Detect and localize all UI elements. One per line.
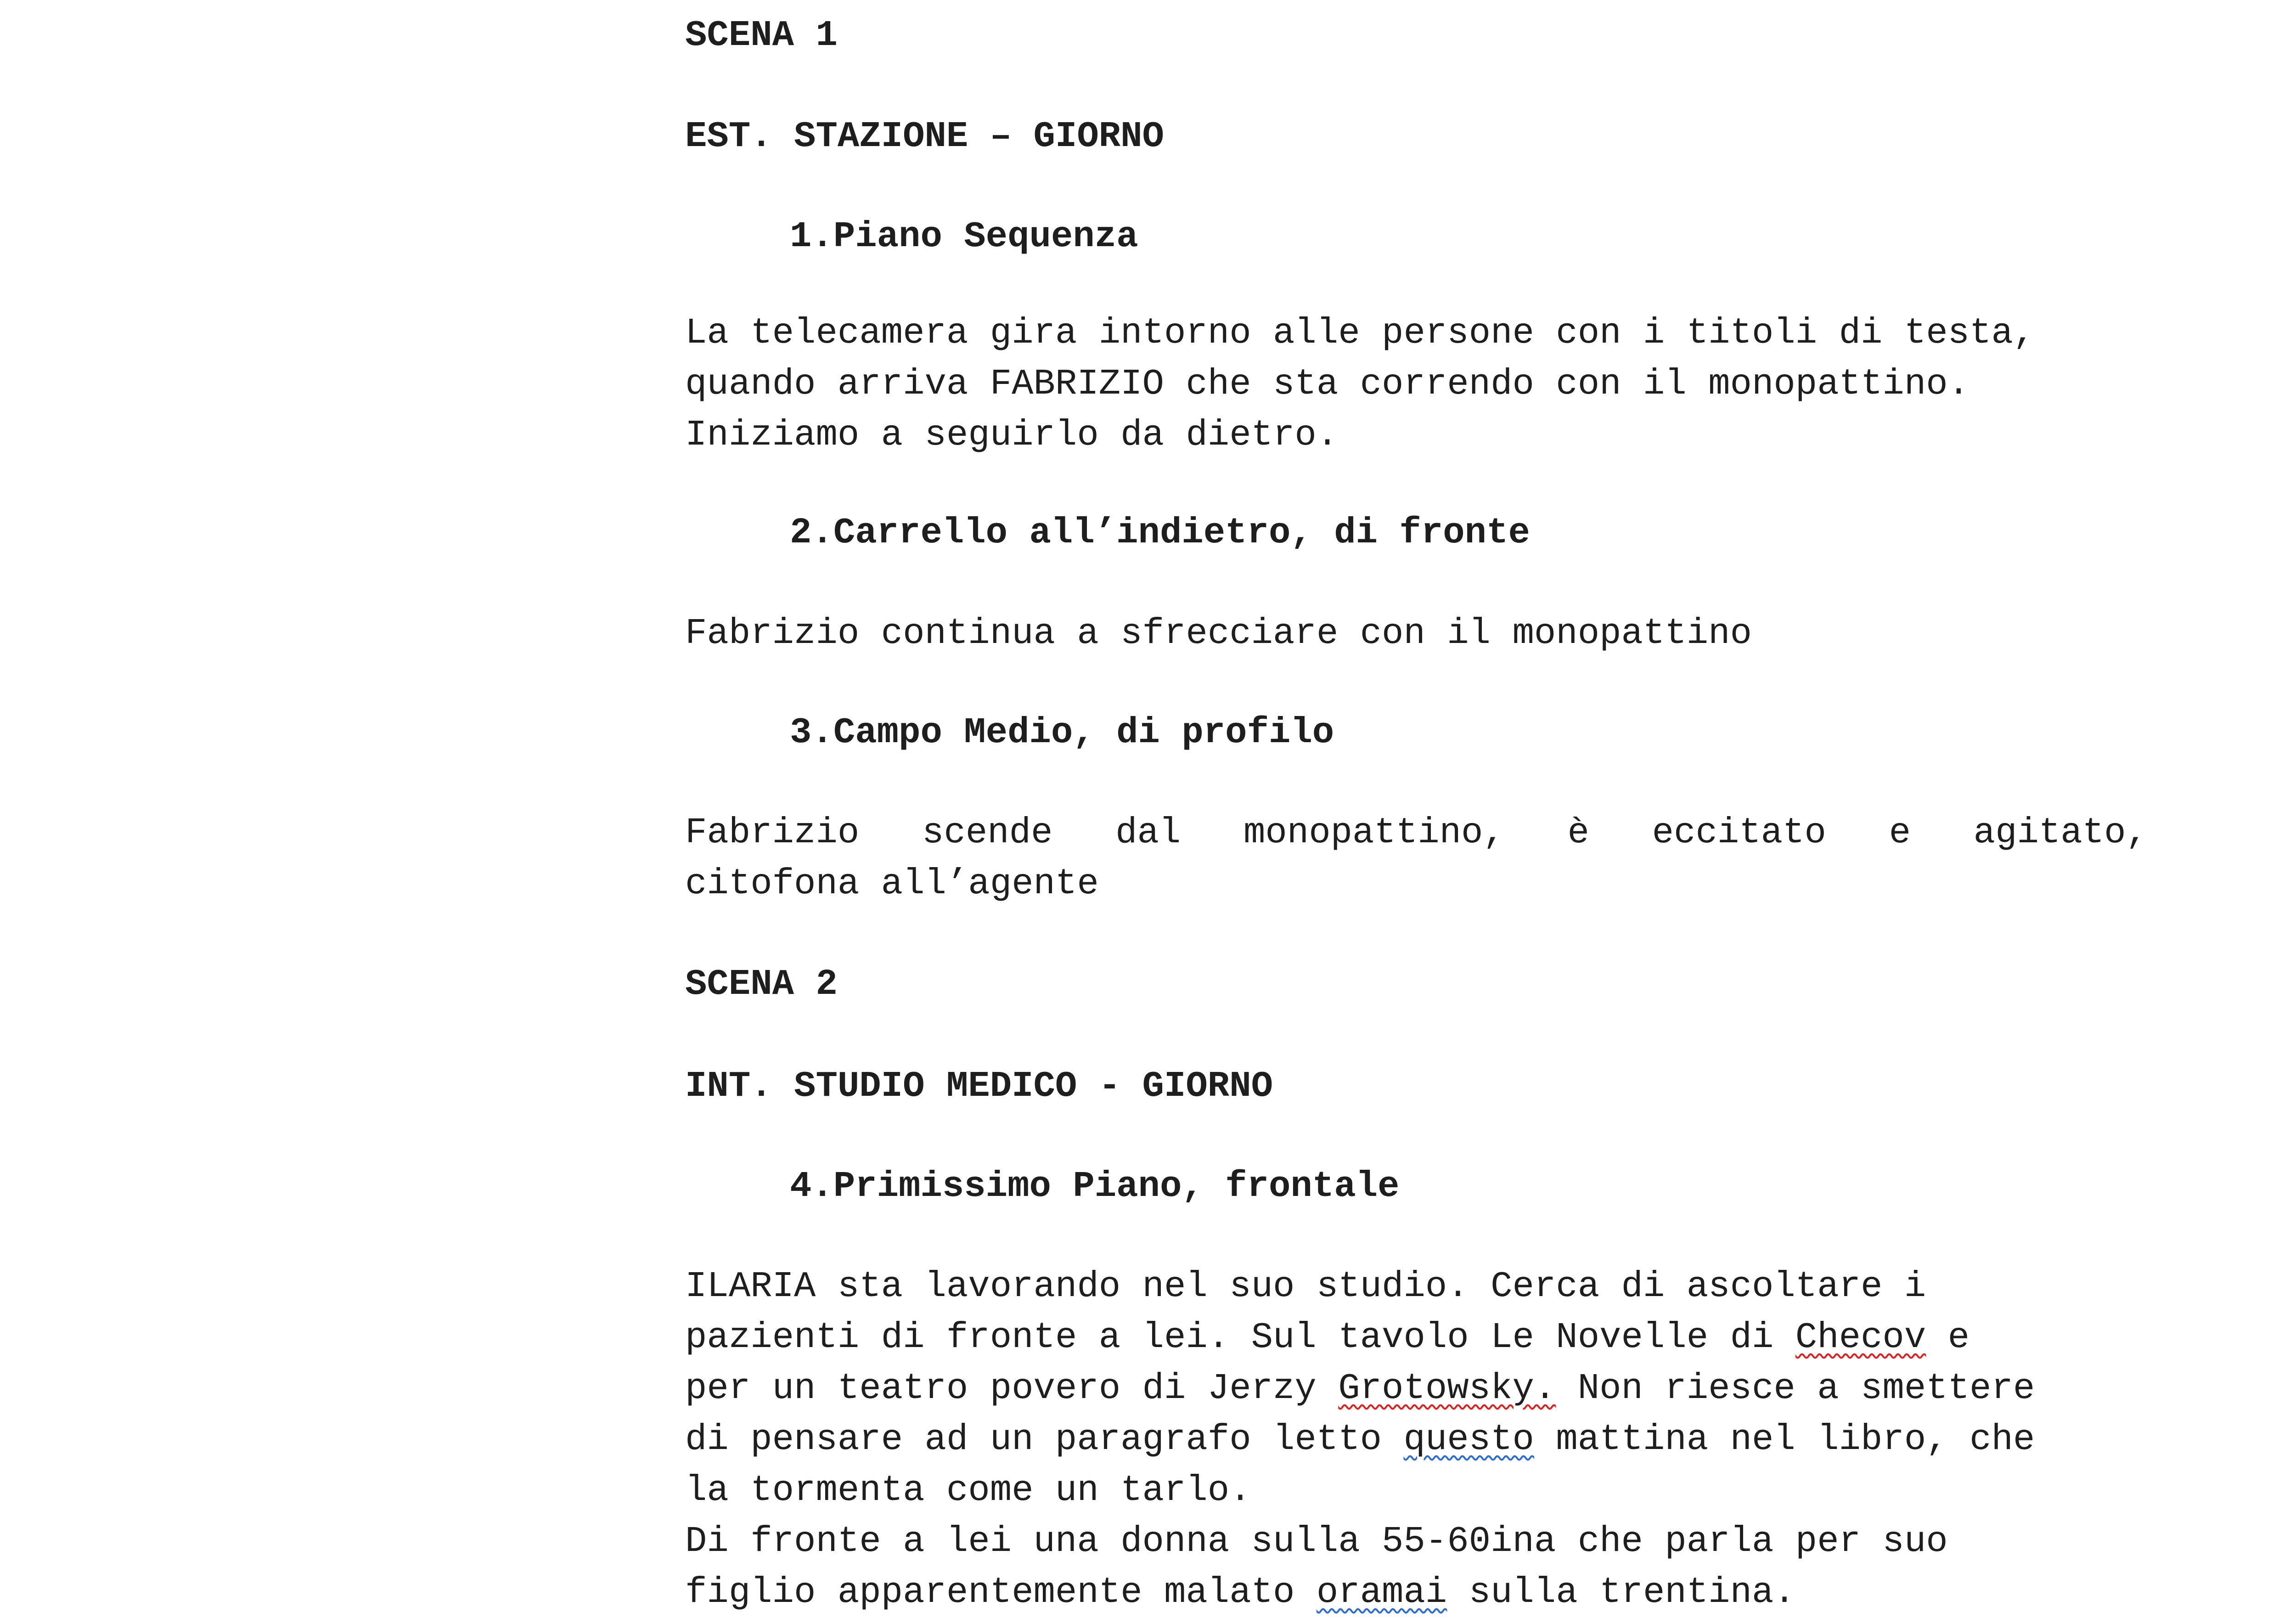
action-line: Fabrizio continua a sfrecciare con il monopattino bbox=[685, 613, 1752, 654]
action-line-justified bbox=[685, 807, 2148, 858]
shot-number: 3. bbox=[790, 712, 833, 753]
word: scende bbox=[922, 812, 1053, 853]
text-run: Non riesce a smettere bbox=[1556, 1368, 2035, 1409]
word: eccitato bbox=[1652, 812, 1826, 853]
action-line bbox=[685, 1567, 1795, 1618]
text-run: e bbox=[1926, 1317, 1970, 1358]
shot-number: 2. bbox=[790, 512, 833, 553]
action-line: citofona all’agente bbox=[685, 863, 1099, 904]
shot-heading-3 bbox=[790, 707, 1334, 758]
shot-number: 4. bbox=[790, 1166, 833, 1207]
text-run: pazienti di fronte a lei. Sul tavolo Le Novelle di bbox=[685, 1317, 1795, 1358]
word: Fabrizio bbox=[685, 812, 860, 853]
action-line bbox=[685, 1363, 2035, 1414]
scene-slug-1: EST. STAZIONE – GIORNO bbox=[685, 116, 1164, 157]
shot-heading-1 bbox=[790, 211, 1138, 262]
grammar-flagged-word[interactable]: oramai bbox=[1316, 1572, 1447, 1613]
shot-heading-4 bbox=[790, 1161, 1399, 1212]
action-line: la tormenta come un tarlo. bbox=[685, 1470, 1251, 1511]
text-run: figlio apparentemente malato bbox=[685, 1572, 1317, 1613]
misspelled-word[interactable]: Checov bbox=[1795, 1317, 1926, 1358]
scene-heading-1: SCENA 1 bbox=[685, 15, 838, 56]
action-line: ILARIA sta lavorando nel suo studio. Cerca di ascoltare i bbox=[685, 1266, 1926, 1307]
shot-title: Campo Medio, di profilo bbox=[833, 712, 1334, 753]
text-run: mattina nel libro, che bbox=[1534, 1419, 2035, 1460]
shot-number: 1. bbox=[790, 216, 833, 257]
word: monopattino, bbox=[1243, 812, 1505, 853]
action-line bbox=[685, 1312, 1970, 1363]
action-line: Iniziamo a seguirlo da dietro. bbox=[685, 414, 1339, 456]
action-line: La telecamera gira intorno alle persone con i titoli di testa, bbox=[685, 312, 2035, 354]
action-line: Di fronte a lei una donna sulla 55-60ina che parla per suo bbox=[685, 1521, 1948, 1562]
grammar-flagged-word[interactable]: questo bbox=[1403, 1419, 1534, 1460]
word: agitato, bbox=[1973, 812, 2148, 853]
text-run: di pensare ad un paragrafo letto bbox=[685, 1419, 1404, 1460]
misspelled-word[interactable]: Grotowsky. bbox=[1338, 1368, 1556, 1409]
text-run: per un teatro povero di Jerzy bbox=[685, 1368, 1339, 1409]
word: è bbox=[1567, 812, 1589, 853]
shot-heading-2 bbox=[790, 507, 1530, 558]
word: dal bbox=[1115, 812, 1181, 853]
shot-title: Piano Sequenza bbox=[833, 216, 1138, 257]
action-line bbox=[685, 1414, 2035, 1465]
shot-title: Carrello all’indietro, di fronte bbox=[833, 512, 1530, 553]
word: e bbox=[1889, 812, 1911, 853]
action-line: quando arriva FABRIZIO che sta correndo con il monopattino. bbox=[685, 363, 1970, 405]
scene-slug-2: INT. STUDIO MEDICO - GIORNO bbox=[685, 1066, 1273, 1107]
shot-title: Primissimo Piano, frontale bbox=[833, 1166, 1400, 1207]
text-run: sulla trentina. bbox=[1447, 1572, 1795, 1613]
scene-heading-2: SCENA 2 bbox=[685, 964, 838, 1005]
